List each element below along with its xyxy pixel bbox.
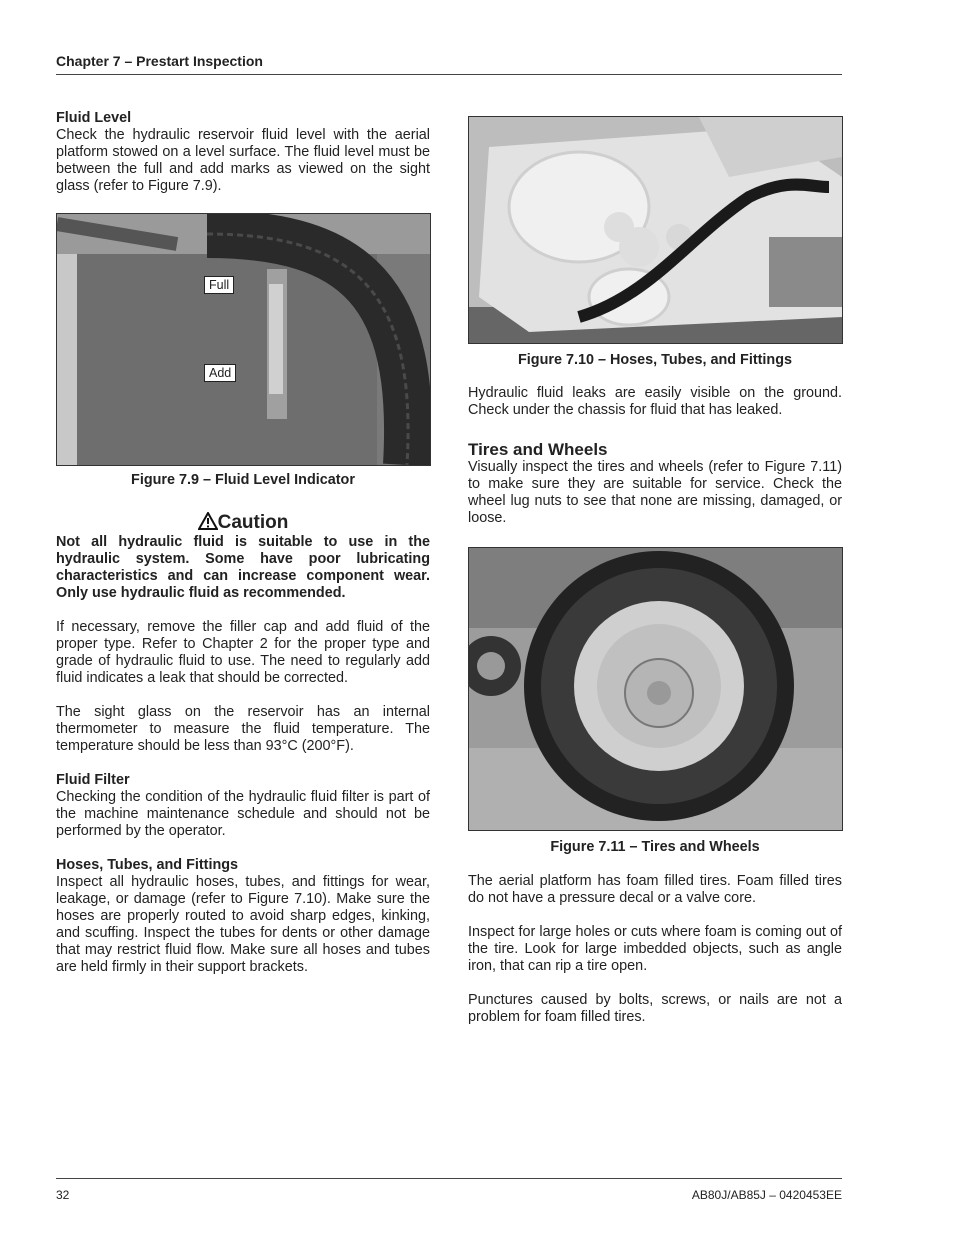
tires-text: Visually inspect the tires and wheels (refer to Figure 7.11) to make sure they are suitable for service. Check the wheel lug nuts to see that none are missing, damaged, or loose. [468,459,842,526]
right-column-lower [468,873,842,1026]
figure-7-10-photo [468,116,843,344]
fluid-filter-heading: Fluid Filter [56,772,130,788]
foam-text: The aerial platform has foam filled tires. Foam filled tires do not have a pressure decal or a valve core. [468,873,842,906]
warning-triangle-icon [198,512,218,530]
document-id: AB80J/AB85J – 0420453EE [691,1188,842,1202]
right-column-upper [468,385,842,527]
fluid-filter-text: Checking the condition of the hydraulic fluid filter is part of the machine maintenance schedule and should not be performed by the operator. [56,789,430,839]
footer-rule [56,1178,842,1179]
leaks-text: Hydraulic fluid leaks are easily visible on the ground. Check under the chassis for fluid that has leaked. [468,385,842,418]
figure-7-11-caption: Figure 7.11 – Tires and Wheels [550,839,760,855]
hoses-text: Inspect all hydraulic hoses, tubes, and fittings for wear, leakage, or damage (refer to Figure 7.10). Make sure the hoses are properly routed to avoid sharp edges, kinking, and scuffing. Inspect the tubes for dents or other damage that may restrict fluid flow. Make sure all hoses and tubes are held firmly in their support brackets. [56,874,430,975]
left-column [56,110,430,195]
holes-text: Inspect for large holes or cuts where foam is coming out of the tire. Look for large imbedded objects, such as angle iron, that can rip a tire open. [468,924,842,974]
caution-text: Not all hydraulic fluid is suitable to use in the hydraulic system. Some have poor lubricating characteristics and can increase component wear. Only use hydraulic fluid as recommended. [56,534,430,601]
add-label: Add [204,364,236,382]
sight-glass-paragraph: The sight glass on the reservoir has an internal thermometer to measure the fluid temperature. The temperature should be less than 93°C (200°F). [56,704,430,754]
header-rule [56,74,842,75]
fluid-level-heading: Fluid Level [56,110,132,126]
hoses-heading: Hoses, Tubes, and Fittings [56,857,239,873]
filler-paragraph: If necessary, remove the filler cap and add fluid of the proper type. Refer to Chapter 2 for the proper type and grade of hydraulic fluid to use. The need to regularly add fluid indicates a leak that should be corrected. [56,619,430,686]
left-column-lower [56,512,430,976]
caution-heading [56,512,430,534]
punctures-text: Punctures caused by bolts, screws, or nails are not a problem for foam filled tires. [468,992,842,1025]
figure-7-11-photo [468,547,843,831]
chapter-header: Chapter 7 – Prestart Inspection [56,53,263,69]
page-number: 32 [56,1188,70,1202]
tires-heading: Tires and Wheels [468,440,608,459]
full-label: Full [204,276,234,294]
caution-title: Caution [217,512,289,533]
figure-7-9-photo [56,213,431,466]
figure-7-9-caption: Figure 7.9 – Fluid Level Indicator [131,472,355,488]
figure-7-10-caption: Figure 7.10 – Hoses, Tubes, and Fittings [517,352,792,368]
fluid-level-text: Check the hydraulic reservoir fluid level with the aerial platform stowed on a level surface. The fluid level must be between the full and add marks as viewed on the sight glass (refer to Figure 7.9). [56,127,430,194]
